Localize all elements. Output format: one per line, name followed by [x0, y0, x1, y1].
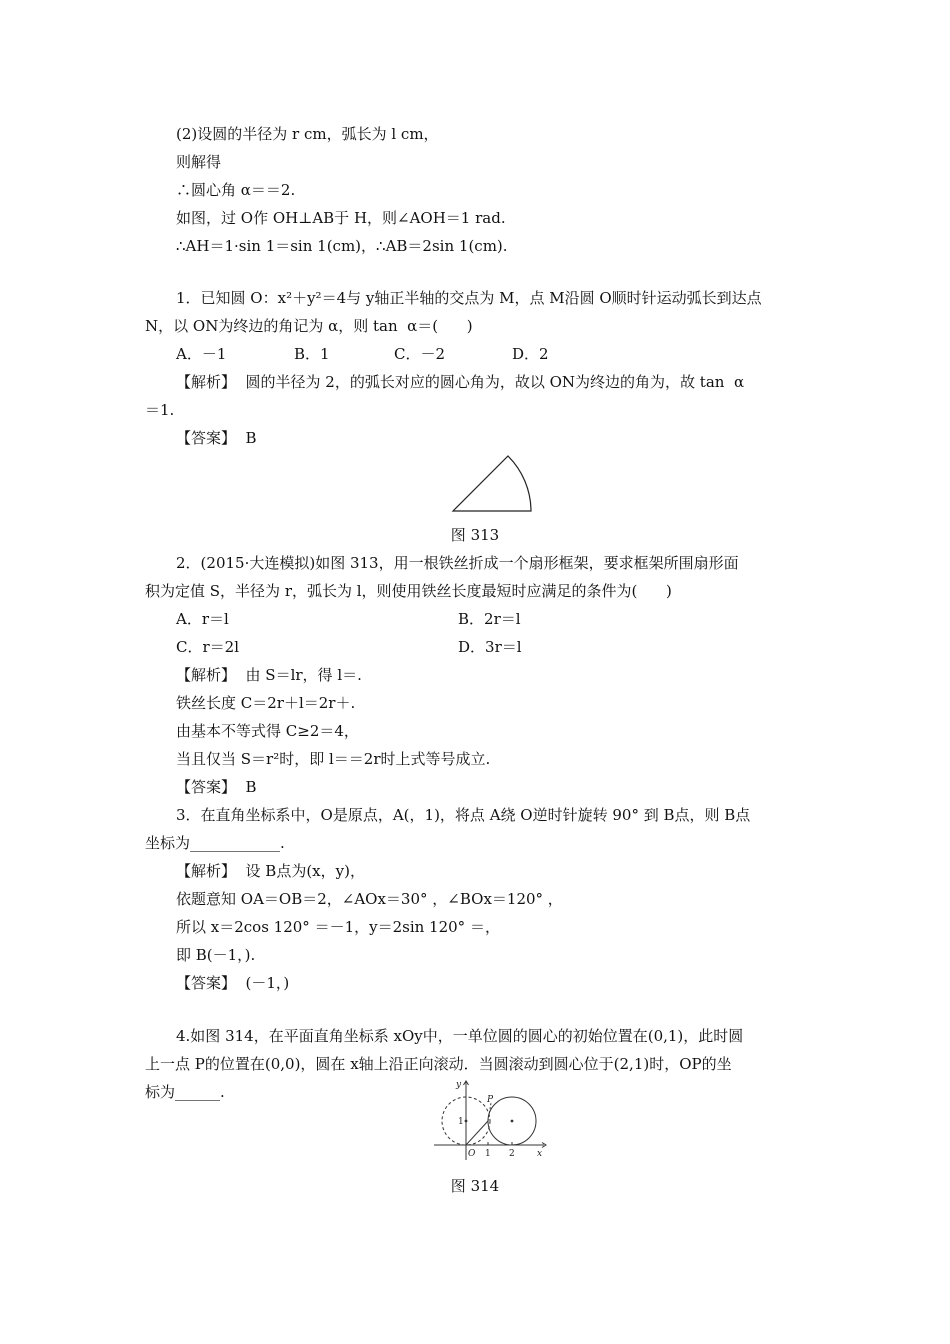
figure-313-caption: 图 313 [450, 526, 500, 544]
q2-analysis-line-3: 由基本不等式得 C≥2＝4， [176, 722, 359, 740]
q4-stem-line-1: 4.如图 314，在平面直角坐标系 xOy中，一单位圆的圆心的初始位置在(0,1)，此时圆 [176, 1027, 744, 1045]
rolled-center-dot [511, 1120, 514, 1123]
figure-313-sector [440, 450, 540, 516]
tick-label-1: 1 [485, 1149, 491, 1159]
intro-line-3: ∴圆心角 α＝＝2. [176, 181, 296, 199]
figure-314-caption: 图 314 [450, 1177, 500, 1195]
q3-analysis-line-4: 即 B(－1，). [176, 946, 256, 964]
q2-stem-line-1: 2．(2015·大连模拟)如图 313，用一根铁丝折成一个扇形框架，要求框架所围扇形面 [176, 554, 739, 572]
q1-answer: 【答案】 B [176, 429, 257, 447]
q2-analysis-line-2: 铁丝长度 C＝2r＋l＝2r＋. [176, 694, 356, 712]
q1-stem-line-1: 1．已知圆 O：x²＋y²＝4与 y轴正半轴的交点为 M，点 M沿圆 O顺时针运动弧长到达点 [176, 289, 762, 307]
q1-option-d: D．2 [512, 345, 549, 363]
q2-answer: 【答案】 B [176, 778, 257, 796]
label-o: O [468, 1149, 476, 1159]
q1-option-b: B．1 [294, 345, 330, 363]
q3-analysis-line-3: 所以 x＝2cos 120° ＝－1，y＝2sin 120° ＝， [176, 918, 500, 936]
label-p: P [487, 1095, 494, 1105]
q4-stem-line-2: 上一点 P的位置在(0,0)，圆在 x轴上沿正向滚动．当圆滚动到圆心位于(2,1)时，OP的坐 [145, 1055, 732, 1073]
q2-stem-line-2: 积为定值 S，半径为 r，弧长为 l，则使用铁丝长度最短时应满足的条件为( ) [145, 582, 672, 600]
q1-analysis-line-2: ＝1. [145, 401, 175, 419]
q2-analysis-line-4: 当且仅当 S＝r²时，即 l＝＝2r时上式等号成立. [176, 750, 491, 768]
initial-center-dot [465, 1120, 468, 1123]
intro-line-4: 如图，过 O作 OH⊥AB于 H，则∠AOH＝1 rad. [176, 209, 506, 227]
q2-option-c: C．r＝2l [176, 638, 239, 656]
label-y: y [456, 1080, 462, 1090]
q3-analysis-line-1: 【解析】 设 B点为(x，y)， [176, 862, 365, 880]
q3-stem-line-2: 坐标为____________. [145, 834, 285, 852]
q3-analysis-line-2: 依题意知 OA＝OB＝2，∠AOx＝30° ，∠BOx＝120° ， [176, 890, 563, 908]
intro-line-2: 则解得 [176, 153, 222, 171]
intro-line-5: ∴AH＝1·sin 1＝sin 1(cm)，∴AB＝2sin 1(cm). [176, 237, 508, 255]
tick-label-y1: 1 [458, 1117, 464, 1127]
q2-option-d: D．3r＝l [458, 638, 522, 656]
q1-stem-line-2: N，以 ON为终边的角记为 α，则 tan α＝( ) [145, 317, 473, 335]
q1-analysis-line-1: 【解析】 圆的半径为 2，的弧长对应的圆心角为，故以 ON为终边的角为，故 tan α [176, 373, 745, 391]
q4-stem-line-3: 标为______. [145, 1083, 225, 1101]
q3-stem-line-1: 3．在直角坐标系中，O是原点，A(，1)，将点 A绕 O逆时针旋转 90° 到 B点，则 B点 [176, 806, 751, 824]
intro-line-1: (2)设圆的半径为 r cm，弧长为 l cm， [176, 125, 439, 143]
q3-answer: 【答案】 (－1，) [176, 974, 290, 992]
q1-option-a: A．－1 [176, 345, 227, 363]
q1-option-c: C．－2 [394, 345, 446, 363]
segment-op [466, 1121, 488, 1145]
q2-option-a: A．r＝l [176, 610, 229, 628]
q2-analysis-line-1: 【解析】 由 S＝lr，得 l＝. [176, 666, 362, 684]
label-x: x [537, 1149, 543, 1159]
tick-label-2: 2 [509, 1149, 515, 1159]
figure-314-diagram [430, 1076, 554, 1162]
q2-option-b: B．2r＝l [458, 610, 521, 628]
